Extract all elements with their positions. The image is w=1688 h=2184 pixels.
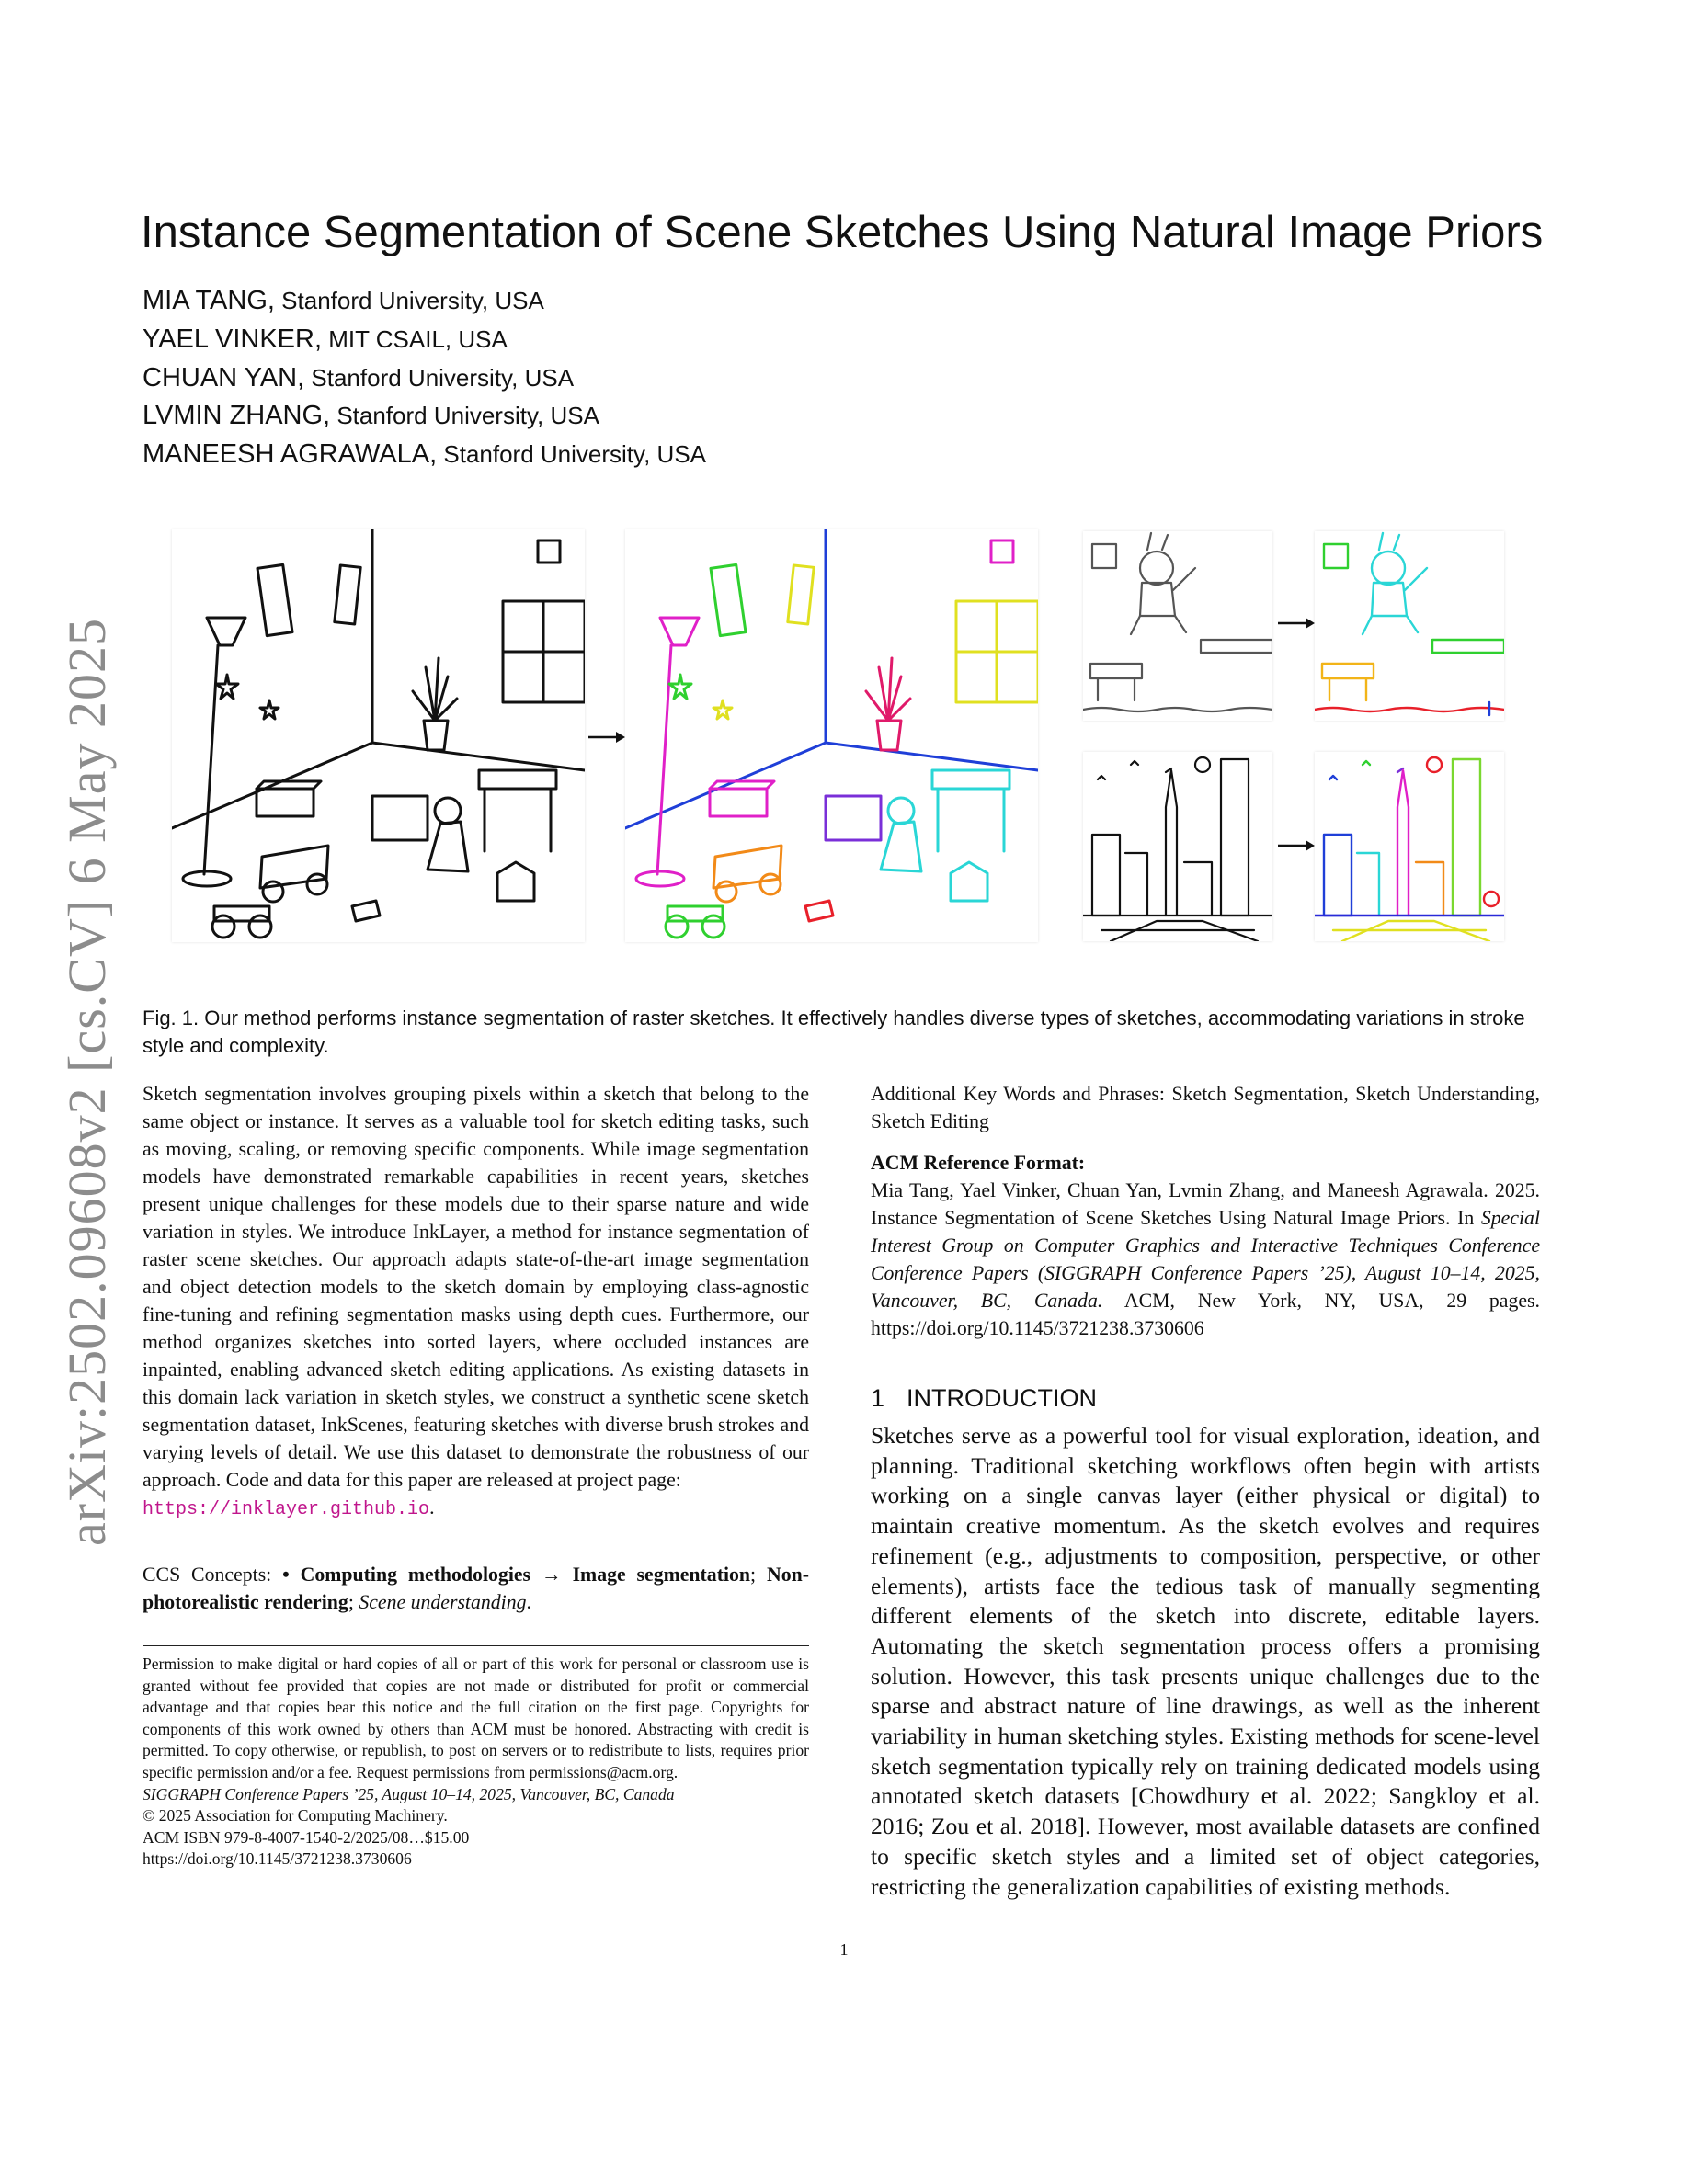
author-name: MIA TANG, — [143, 286, 275, 315]
author-line — [143, 322, 1246, 357]
sketch-game-segmented — [1315, 531, 1504, 721]
ccs-item: Non-photorealistic rendering — [143, 1564, 809, 1613]
ccs-separator: ; — [348, 1591, 359, 1613]
page-number: 1 — [839, 1940, 849, 1959]
ccs-arrow: → — [530, 1564, 573, 1586]
author-name: LVMIN ZHANG, — [143, 401, 331, 430]
sketch-city-input — [1083, 752, 1272, 941]
abstract-tail: . — [429, 1496, 435, 1519]
author-line — [143, 398, 1246, 433]
acm-reference-authors: Mia Tang, Yael Vinker, Chuan Yan, Lvmin Zhang, and Maneesh Agrawala. 2025. Instance Segmentation of Scene Sketches Using Natural Image Priors. In — [871, 1179, 1540, 1229]
ccs-item: Image segmentation — [572, 1564, 751, 1586]
ccs-end: . — [526, 1591, 531, 1613]
ccs-item: Scene understanding — [359, 1591, 527, 1613]
figure-caption: Fig. 1. Our method performs instance segmentation of raster sketches. It effectively handles diverse types of sketches, accommodating variations in stroke style and complexity. — [143, 1007, 1525, 1057]
project-link[interactable]: https://inklayer.github.io — [143, 1499, 430, 1520]
abstract — [143, 1080, 809, 1524]
permission-notice: Permission to make digital or hard copies of all or part of this work for personal or classroom use is granted without fee provided that copies are not made or distributed for profit or commercial advantage and that copies bear this notice and the full citation on the first page. Copyrights for components of this work owned by others than ACM must be honored. Abstracting with credit is permitted. To copy otherwise, or republish, to post on servers or to redistribute to lists, requires prior specific permission and/or a fee. Request permissions from permissions@acm.org. — [143, 1655, 809, 1781]
sketch-room-segmented — [625, 529, 1038, 942]
author-affiliation: Stanford University, USA — [304, 364, 575, 392]
author-name: MANEESH AGRAWALA, — [143, 439, 438, 469]
ccs-lead: CCS Concepts: — [143, 1564, 283, 1586]
introduction-text: Sketches serve as a powerful tool for visual exploration, ideation, and planning. Traditional sketching workflows often begin with artists working on a single canvas layer (either physical or digital) to maintain creative momentum. As the sketch evolves and requires refinement (e.g., adjustments to composition, perspective, or other elements), artists face the tedious task of manually segmenting different elements of the sketch into discrete, editable layers. Automating the sketch segmentation process offers a promising solution. However, this task presents unique challenges due to the sparse and abstract nature of line drawings, as well as the inherent variability in human sketching styles. Existing methods for scene-level sketch segmentation typically rely on training dedicated models using annotated sketch datasets [Chowdhury et al. 2022; Sangkloy et al. 2016; Zou et al. 2018]. However, most available datasets are confined to specific sketch styles and a limited set of object categories, restricting the generalization capabilities of existing methods. — [871, 1422, 1540, 1900]
isbn-line: ACM ISBN 979-8-4007-1540-2/2025/08…$15.00 — [143, 1827, 470, 1847]
author-line — [143, 437, 1246, 472]
conference-line: SIGGRAPH Conference Papers ’25, August 10–14, 2025, Vancouver, BC, Canada — [143, 1784, 675, 1803]
abstract-text: Sketch segmentation involves grouping pixels within a sketch that belong to the same object or instance. It serves as a valuable tool for sketch editing tasks, such as moving, scaling, or removing specific components. While image segmentation models have demonstrated remarkable capabilities in recent years, sketches present unique challenges for these models due to their sparse nature and wide variation in styles. We introduce InkLayer, a method for instance segmentation of raster scene sketches. Our approach adapts state-of-the-art image segmentation and object detection models to the sketch domain by employing class-agnostic fine-tuning and refining segmentation masks using depth cues. Furthermore, our method organizes sketches into sorted layers, where occluded instances are inpainted, enabling advanced sketch editing applications. As existing datasets in this domain lack variation in sketch styles, we construct a synthetic scene sketch segmentation dataset, InkScenes, featuring sketches with diverse brush strokes and varying levels of detail. We use this dataset to demonstrate the robustness of our approach. Code and data for this paper are released at project page: — [143, 1083, 809, 1491]
acm-reference — [871, 1149, 1540, 1342]
ccs-separator: ; — [750, 1564, 767, 1586]
section-heading — [871, 1382, 1097, 1415]
arxiv-identifier: arXiv:2502.09608v2 [cs.CV] 6 May 2025 — [57, 618, 117, 1547]
right-arrow-icon — [1278, 838, 1315, 853]
paper-title: Instance Segmentation of Scene Sketches Using Natural Image Priors — [141, 208, 1544, 257]
sketch-city-segmented — [1315, 752, 1504, 941]
author-name: CHUAN YAN, — [143, 363, 305, 392]
doi-line[interactable]: https://doi.org/10.1145/3721238.3730606 — [143, 1849, 412, 1869]
author-line — [143, 283, 1246, 318]
sketch-game-input — [1083, 531, 1272, 721]
keywords: Additional Key Words and Phrases: Sketch Segmentation, Sketch Understanding, Sketch Editing — [871, 1083, 1540, 1132]
right-arrow-icon — [588, 730, 625, 745]
section-title: INTRODUCTION — [907, 1384, 1098, 1412]
author-affiliation: Stanford University, USA — [330, 402, 599, 429]
copyright-footnote — [143, 1654, 809, 1871]
acm-reference-body — [871, 1177, 1540, 1342]
footnote-divider — [143, 1645, 809, 1646]
right-arrow-icon — [1278, 616, 1315, 631]
ccs-concepts — [143, 1561, 809, 1616]
author-affiliation: MIT CSAIL, USA — [322, 325, 508, 353]
acm-reference-venue: Special Interest Group on Computer Graphics and Interactive Techniques Conference Conference Papers (SIGGRAPH Conference Papers ’25), August 10–14, 2025, Vancouver, BC, Canada. — [871, 1207, 1540, 1312]
section-number: 1 — [871, 1384, 885, 1412]
sketch-room-input — [172, 529, 585, 942]
author-affiliation: Stanford University, USA — [437, 440, 706, 468]
copyright-line: © 2025 Association for Computing Machinery. — [143, 1806, 448, 1826]
ccs-bullet: • — [282, 1564, 301, 1586]
author-line — [143, 360, 1246, 395]
ccs-item: Computing methodologies — [300, 1564, 531, 1586]
acm-reference-heading: ACM Reference Format: — [871, 1152, 1086, 1174]
author-name: YAEL VINKER, — [143, 324, 323, 354]
acm-reference-tail: ACM, New York, NY, USA, 29 pages. https://doi.org/10.1145/3721238.3730606 — [871, 1290, 1540, 1339]
author-affiliation: Stanford University, USA — [274, 287, 544, 314]
